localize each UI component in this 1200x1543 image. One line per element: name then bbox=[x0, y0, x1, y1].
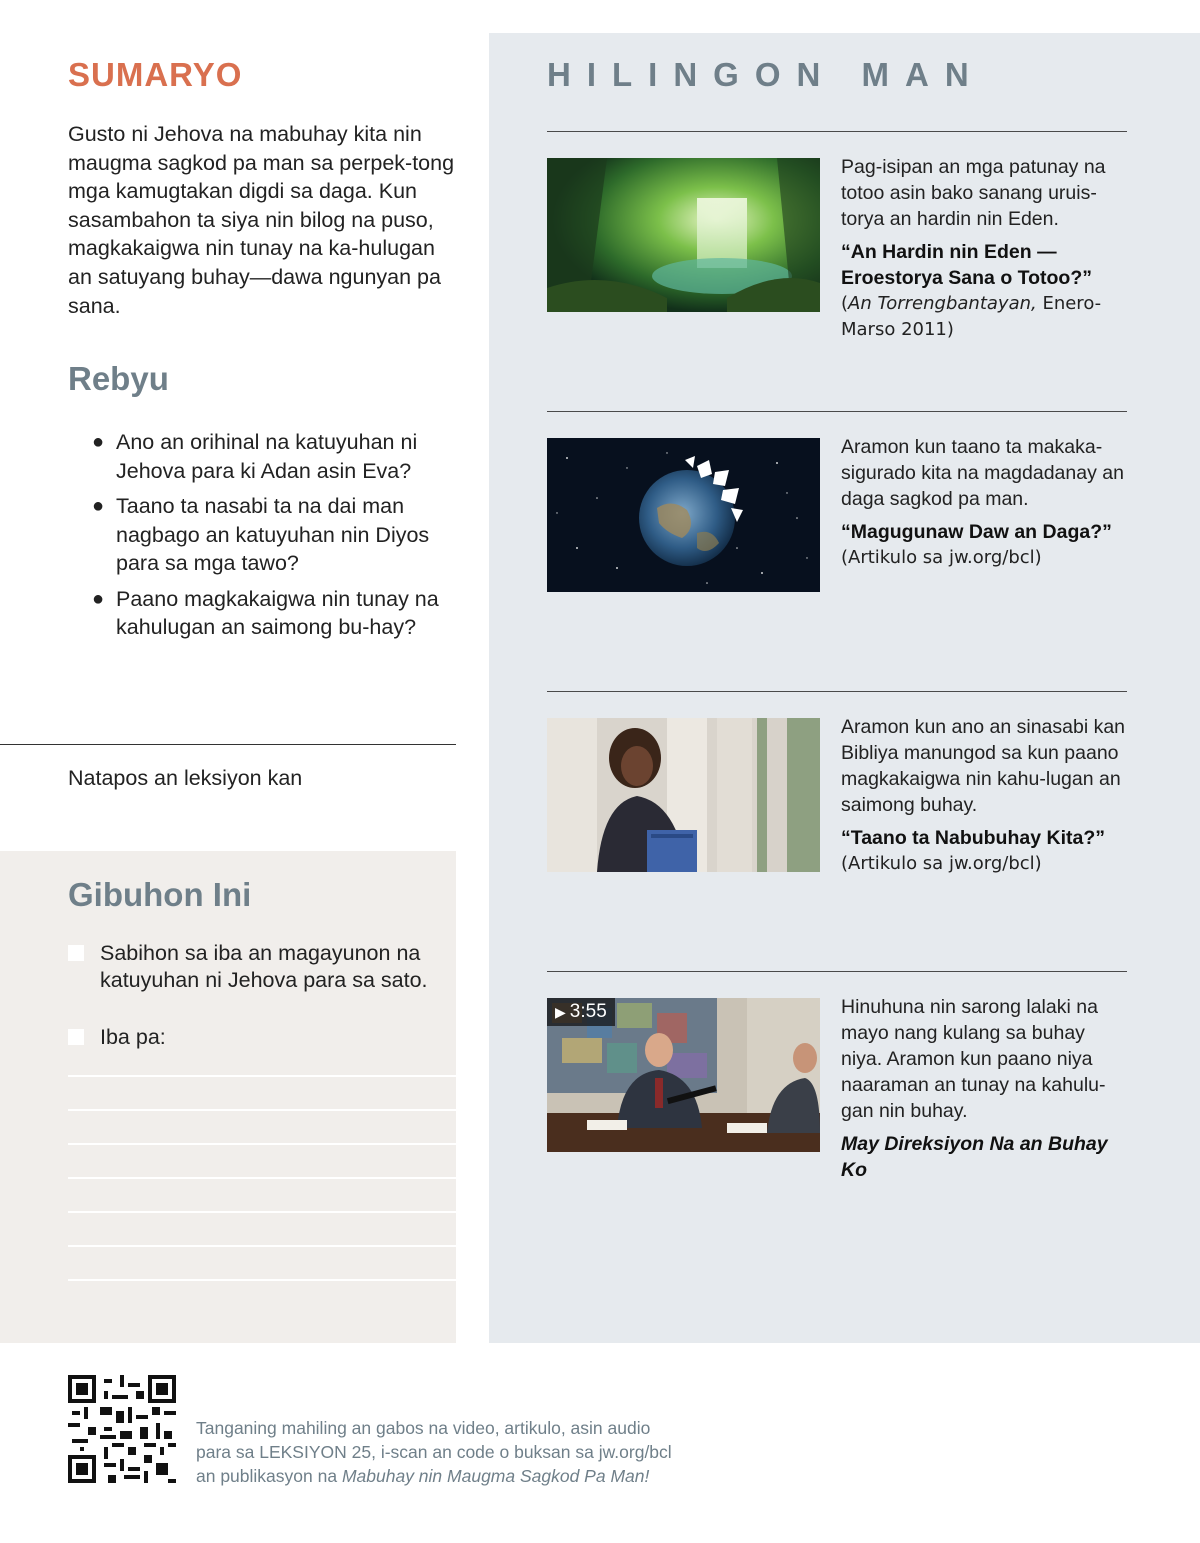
writing-line[interactable] bbox=[68, 1109, 456, 1111]
summary-title: SUMARYO bbox=[68, 56, 243, 93]
video-duration-badge[interactable] bbox=[547, 998, 615, 1026]
review-list bbox=[92, 428, 462, 649]
item-source: (Artikulo sa jw.org/bcl) bbox=[841, 853, 1042, 874]
item-description: Pag-isipan an mga patunay na totoo asin bako sanang uruis-torya an hardin nin Eden. bbox=[841, 156, 1106, 230]
play-icon: ▶ bbox=[555, 1004, 566, 1020]
bullet-icon: ● bbox=[92, 431, 105, 453]
todo-item-text: Sabihon sa iba an magayunon na katuyuhan ni Jehova para sa sato. bbox=[100, 941, 428, 992]
review-item-text: Taano ta nasabi ta na dai man nagbago an katuyuhan nin Diyos para sa mga tawo? bbox=[116, 494, 430, 575]
todo-title: Gibuhon Ini bbox=[68, 876, 252, 913]
woman-with-books-image[interactable] bbox=[547, 718, 820, 872]
todo-panel bbox=[0, 851, 456, 1343]
footer-line bbox=[196, 1464, 756, 1488]
review-item-text: Paano magkakaigwa nin tunay na kahulugan an saimong bu-hay? bbox=[116, 586, 439, 639]
todo-item-text: Iba pa: bbox=[100, 1025, 166, 1049]
item-source: (Artikulo sa jw.org/bcl) bbox=[841, 547, 1042, 568]
writing-line[interactable] bbox=[68, 1177, 456, 1179]
publication-title: Mabuhay nin Maugma Sagkod Pa Man! bbox=[341, 1466, 650, 1486]
shattered-earth-image[interactable] bbox=[547, 438, 820, 592]
item-link-title[interactable]: “An Hardin nin Eden —Eroestorya Sana o Totoo?” bbox=[841, 241, 1093, 289]
item-link-title[interactable]: “Taano ta Nabubuhay Kita?” bbox=[841, 827, 1105, 849]
video-duration: 3:55 bbox=[569, 1001, 607, 1022]
checkbox[interactable] bbox=[68, 945, 84, 961]
bullet-icon: ● bbox=[92, 587, 105, 610]
completed-divider bbox=[0, 744, 456, 745]
summary-text: Gusto ni Jehova na mabuhay kita nin maugma sagkod pa man sa perpek-tong mga kamugtakan digdi sa daga. Kun sasambahon ta siya nin bilog na puso, magkakaigwa nin tunay na ka-hulugan an satuyang buhay—dawa ngunyan pa sana. bbox=[68, 122, 455, 318]
footer-line: Tanganing mahiling an gabos na video, artikulo, asin audio bbox=[196, 1418, 651, 1438]
item-description: Aramon kun taano ta makaka-sigurado kita na magdadanay an daga sagkod pa man. bbox=[841, 436, 1124, 510]
writing-line[interactable] bbox=[68, 1075, 456, 1077]
waterfall-garden-image[interactable] bbox=[547, 158, 820, 312]
source-prefix: ( bbox=[841, 293, 849, 314]
source-publication: An Torrengbantayan, bbox=[848, 293, 1037, 314]
footer-line-prefix: an publikasyon na bbox=[196, 1466, 342, 1486]
item-source bbox=[841, 291, 1131, 343]
writing-line[interactable] bbox=[68, 1143, 456, 1145]
completed-label: Natapos an leksiyon kan bbox=[68, 766, 303, 790]
review-item-text: Ano an orihinal na katuyuhan ni Jehova para ki Adan asin Eva? bbox=[116, 430, 418, 483]
source-date: Enero-Marso 2011) bbox=[841, 293, 1102, 340]
item-divider bbox=[547, 131, 1127, 132]
item-link-title[interactable]: “Magugunaw Daw an Daga?” bbox=[841, 521, 1112, 543]
review-item bbox=[92, 428, 462, 485]
checkbox[interactable] bbox=[68, 1029, 84, 1045]
footer-text bbox=[196, 1416, 756, 1488]
item-description: Hinuhuna nin sarong lalaki na mayo nang kulang sa buhay niya. Aramon kun paano niya naaraman an tunay na kahulu-gan nin buhay. bbox=[841, 996, 1106, 1122]
writing-line[interactable] bbox=[68, 1245, 456, 1247]
more-title: HILINGON MAN bbox=[547, 56, 985, 93]
item-link-title[interactable]: May Direksiyon Na an Buhay Ko bbox=[841, 1133, 1108, 1181]
review-item bbox=[92, 585, 462, 642]
writing-line[interactable] bbox=[68, 1211, 456, 1213]
review-title: Rebyu bbox=[68, 360, 169, 397]
item-divider bbox=[547, 971, 1127, 972]
bullet-icon: ● bbox=[92, 495, 105, 517]
footer-line: para sa LEKSIYON 25, i-scan an code o buksan sa jw.org/bcl bbox=[196, 1442, 672, 1462]
writing-line[interactable] bbox=[68, 1279, 456, 1281]
item-description: Aramon kun ano an sinasabi kan Bibliya manungod sa kun paano magkakaigwa nin kahu-lugan an saimong buhay. bbox=[841, 716, 1126, 816]
item-divider bbox=[547, 411, 1127, 412]
qr-code-icon[interactable] bbox=[68, 1375, 176, 1483]
item-divider bbox=[547, 691, 1127, 692]
review-item bbox=[92, 492, 462, 578]
